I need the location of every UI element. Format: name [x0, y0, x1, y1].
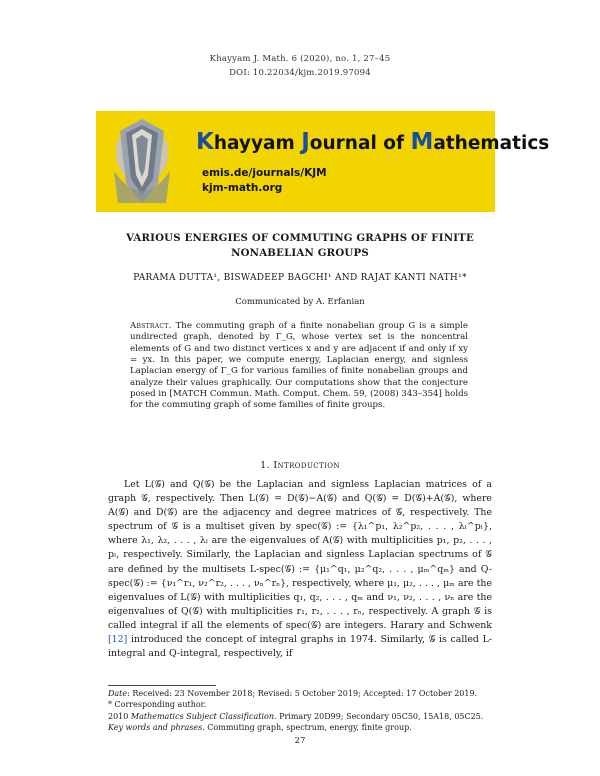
kjm-link[interactable]: kjm-math.org	[202, 182, 283, 194]
journal-name: Khayyam Journal of Mathematics	[196, 129, 550, 155]
intro-text: Let L(𝒢) and Q(𝒢) be the Laplacian and signless Laplacian matrices of a graph 𝒢, respectively. Then L(𝒢) = D(𝒢)−A(𝒢) and Q(𝒢) = D(𝒢)+A(𝒢), where A(𝒢) and D(𝒢) are the adjacency and degree matrices of 𝒢, respectively. The spectrum of 𝒢 is a multiset given by spec(𝒢) := {λ₁^p₁, λ₂^p₂, . . . , λₗ^pₗ}, where λ₁, λ₂, . . . , λₗ are the eigenvalues of A(𝒢) with multiplicities p₁, p₂, . . . , pₗ, respectively. Similarly, the Laplacian and signless Laplacian spectrums of 𝒢 are defined by the multisets L-spec(𝒢) := {μ₁^q₁, μ₂^q₂, . . . , μₘ^qₘ} and Q-spec(𝒢) := {ν₁^r₁, ν₂^r₂, . . . , νₙ^rₙ}, respectively, where μ₁, μ₂, . . . , μₘ are the eigenvalues of L(𝒢) with multiplicities q₁, q₂, . . . , qₘ and ν₁, ν₂, . . . , νₙ are the eigenvalues of Q(𝒢) with multiplicities r₁, r₂, . . . , rₙ, respectively. A graph 𝒢 is called integral if all the elements of spec(𝒢) are integers. Harary and Schwenk	[108, 479, 492, 631]
introduction-body	[108, 478, 492, 661]
journal-citation: Khayyam J. Math. 6 (2020), no. 1, 27–45	[209, 54, 391, 64]
intro-text-end: introduced the concept of integral graphs in 1974. Similarly, 𝒢 is called L-integral and Q-integral, respectively, if	[108, 634, 492, 660]
authors: PARAMA DUTTA¹, BISWADEEP BAGCHI¹ AND RAJAT KANTI NATH¹*	[133, 273, 467, 283]
citation-link[interactable]: [12]	[108, 634, 128, 646]
footnote-keywords: Key words and phrases. Commuting graph, spectrum, energy, finite group.	[108, 723, 412, 732]
emis-link[interactable]: emis.de/journals/KJM	[202, 167, 327, 179]
journal-banner	[96, 111, 550, 212]
communicated-by: Communicated by A. Erfanian	[235, 297, 365, 307]
footnote-divider	[108, 685, 216, 686]
footnote-corresponding: * Corresponding author.	[108, 700, 207, 709]
doi[interactable]: DOI: 10.22034/kjm.2019.97094	[229, 68, 371, 78]
page-number: 27	[294, 736, 306, 746]
footnote-date: Date: Received: 23 November 2018; Revised: 5 October 2019; Accepted: 17 October 2019.	[108, 689, 478, 698]
abstract-text: The commuting graph of a finite nonabelian group G is a simple undirected graph, denoted by Γ_G, whose vertex set is the noncentral elements of G and two distinct vertices x and y are adjacent if and only if xy = yx. In this paper, we compute energy, Laplacian energy, and signless Laplacian energy of Γ_G for various families of finite nonabelian groups and analyze their values graphically. Our computations show that the conjecture posed in [MATCH Commun. Math. Comput. Chem. 59, (2008) 343–354] holds for the commuting graph of some families of finite groups.	[130, 321, 469, 411]
footnote-msc: 2010 Mathematics Subject Classification. Primary 20D99; Secondary 05C50, 15A18, 05C25.	[108, 712, 484, 721]
khayyam-logo-icon	[96, 111, 188, 212]
abstract	[130, 321, 468, 412]
section-heading: 1. Introduction	[260, 460, 340, 471]
paper-title: VARIOUS ENERGIES OF COMMUTING GRAPHS OF FINITE NONABELIAN GROUPS	[126, 232, 474, 259]
abstract-label: Abstract.	[130, 321, 172, 331]
